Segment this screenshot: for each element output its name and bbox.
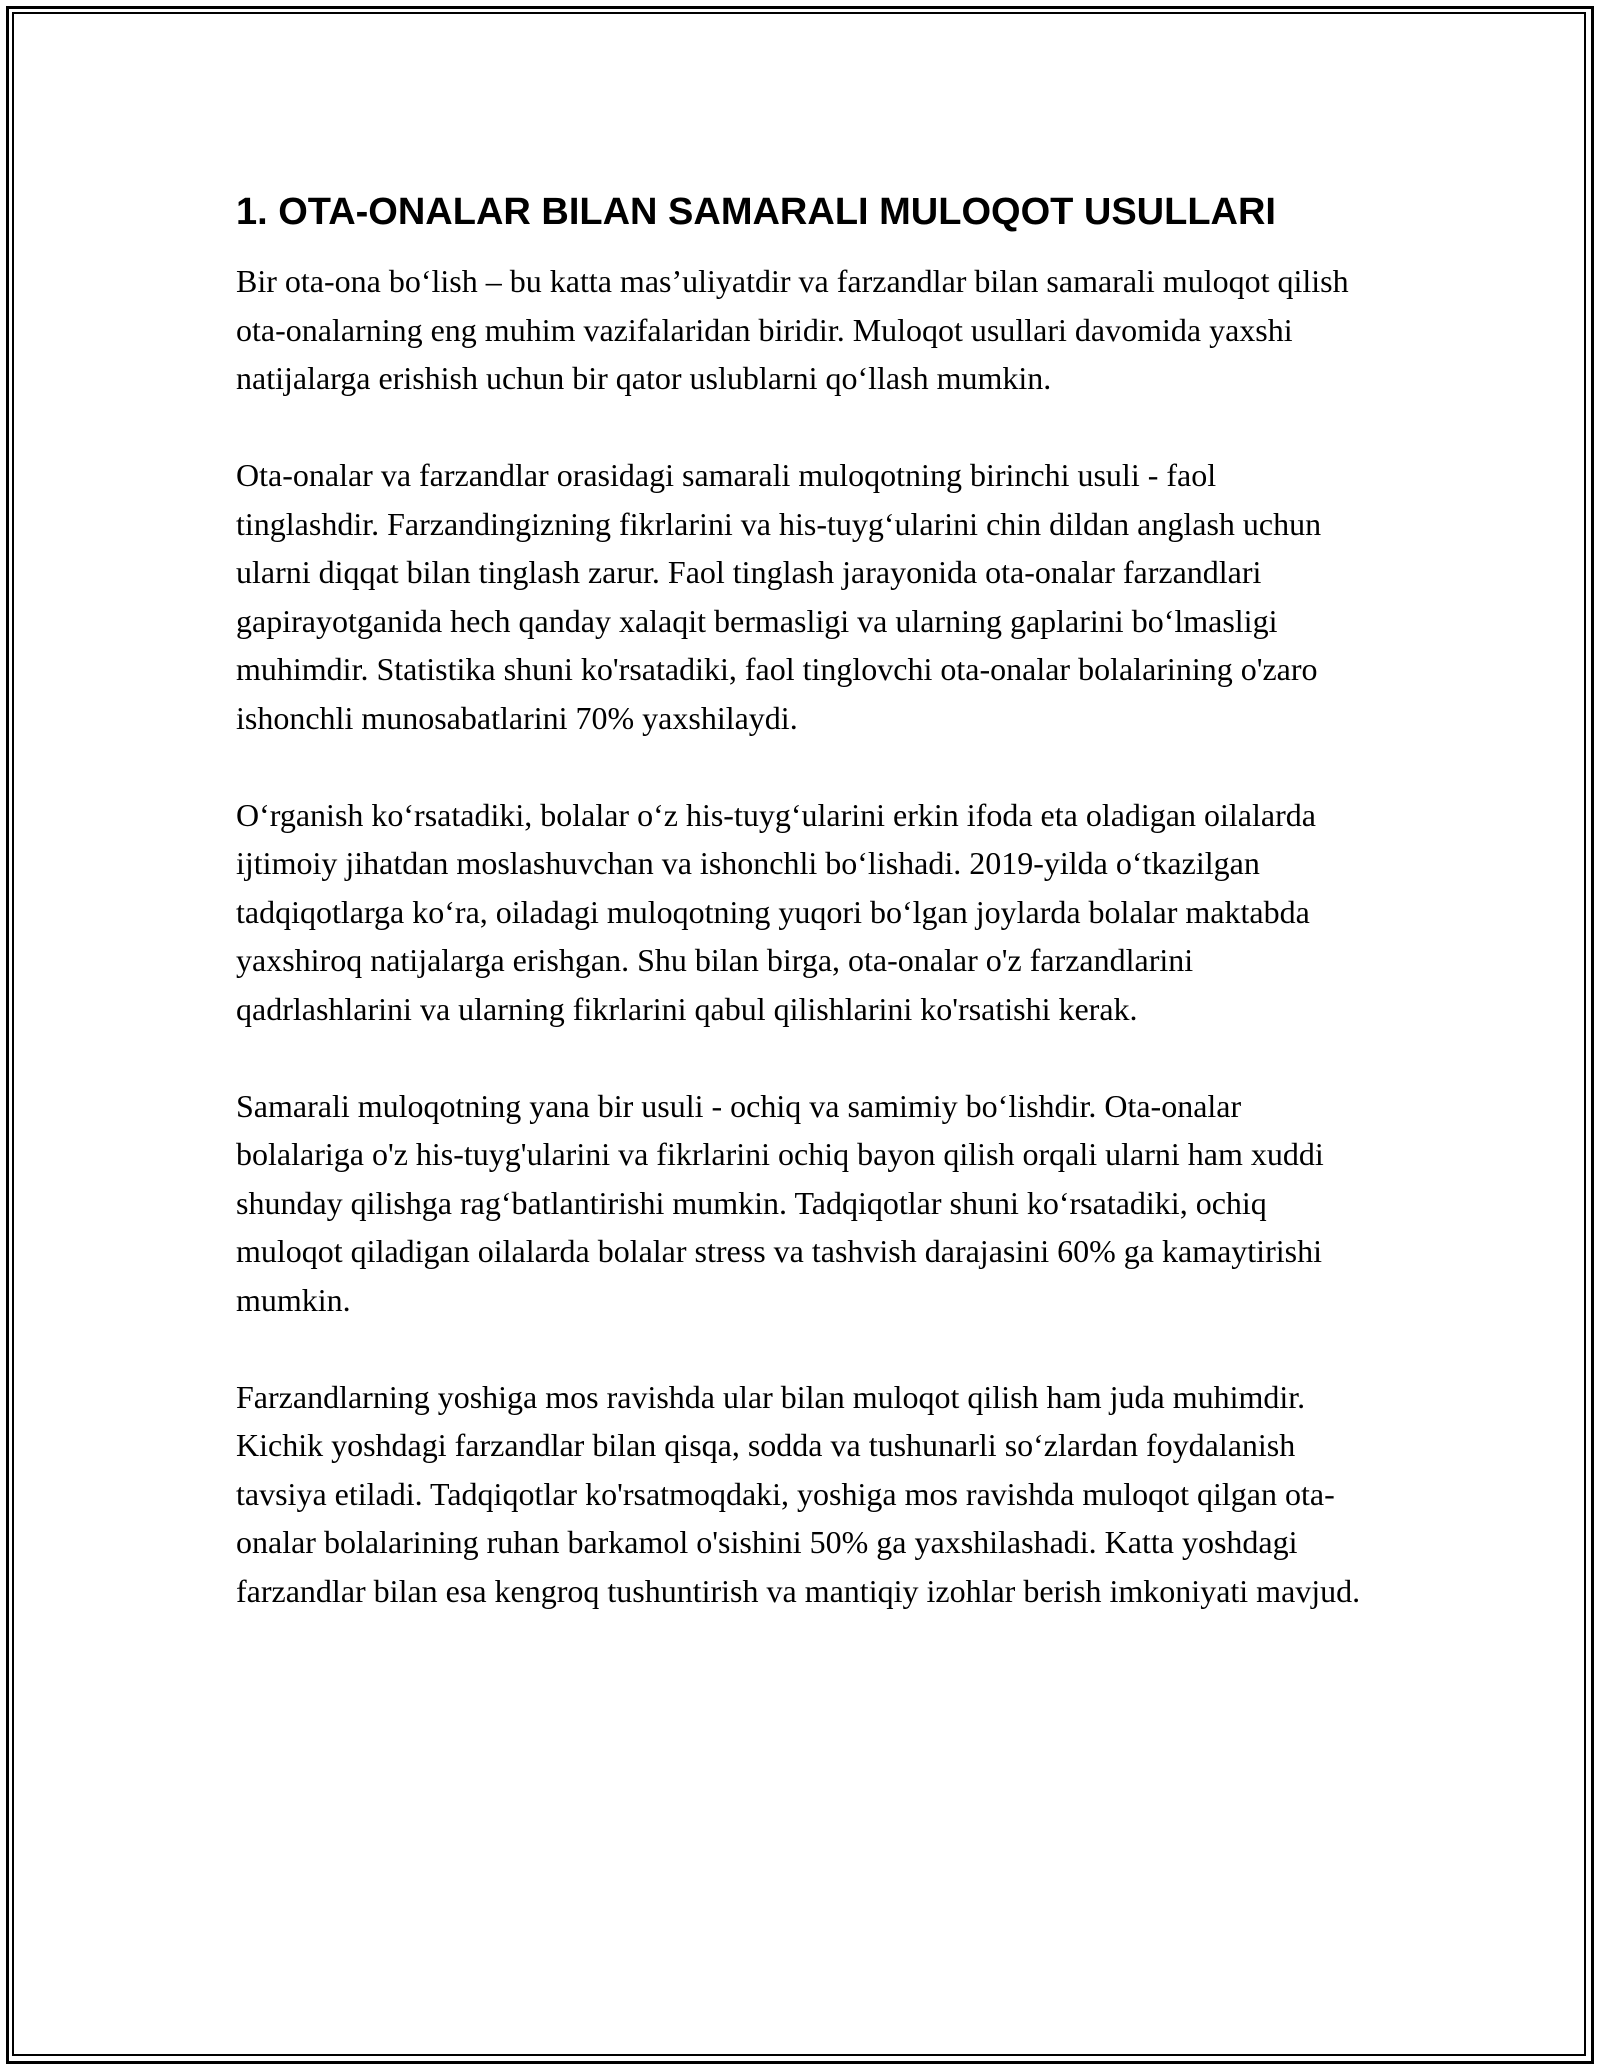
document-body bbox=[236, 186, 1366, 1664]
section-heading: 1. OTA-ONALAR BILAN SAMARALI MULOQOT USULLARI bbox=[236, 191, 1276, 233]
paragraph-openness: Samarali muloqotning yana bir usuli - ochiq va samimiy bo‘lishdir. Ota-onalar bolalariga o'z his-tuyg'ularini va fikrlarini ochiq bayon qilish orqali ularni ham xuddi shunday qilishga rag‘batlantirishi mumkin. Tadqiqotlar shuni ko‘rsatadiki, ochiq muloqot qiladigan oilalarda bolalar stress va tashvish darajasini 60% ga kamaytirishi mumkin. bbox=[236, 1087, 1324, 1318]
paragraph-active-listening: Ota-onalar va farzandlar orasidagi samarali muloqotning birinchi usuli - faol tinglashdir. Farzandingizning fikrlarini va his-tuyg‘ularini chin dildan anglash uchun ularni diqqat bilan tinglash zarur. Faol tinglash jarayonida ota-onalar farzandlari gapirayotganida hech qanday xalaqit bermasligi va ularning gaplarini bo‘lmasligi muhimdir. Statistika shuni ko'rsatadiki, faol tinglovchi ota-onalar bolalarining o'zaro ishonchli munosabatlarini 70% yaxshilaydi. bbox=[236, 457, 1322, 736]
paragraph-research-2019: O‘rganish ko‘rsatadiki, bolalar o‘z his-tuyg‘ularini erkin ifoda eta oladigan oilalarda ijtimoiy jihatdan moslashuvchan va ishonchli bo‘lishadi. 2019-yilda o‘tkazilgan tadqiqotlarga ko‘ra, oiladagi muloqotning yuqori bo‘lgan joylarda bolalar maktabda yaxshiroq natijalarga erishgan. Shu bilan birga, ota-onalar o'z farzandlarini qadrlashlarini va ularning fikrlarini qabul qilishlarini ko'rsatishi kerak. bbox=[236, 796, 1316, 1027]
paragraph-intro: Bir ota-ona bo‘lish – bu katta mas’uliyatdir va farzandlar bilan samarali muloqot qilish ota-onalarning eng muhim vazifalaridan biridir. Muloqot usullari davomida yaxshi natijalarga erishish uchun bir qator uslublarni qo‘llash mumkin. bbox=[236, 263, 1349, 396]
paragraph-age-appropriate: Farzandlarning yoshiga mos ravishda ular bilan muloqot qilish ham juda muhimdir. Kichik yoshdagi farzandlar bilan qisqa, sodda va tushunarli so‘zlardan foydalanish tavsiya etiladi. Tadqiqotlar ko'rsatmoqdaki, yoshiga mos ravishda muloqot qilgan ota-onalar bolalarining ruhan barkamol o'sishini 50% ga yaxshilashadi. Katta yoshdagi farzandlar bilan esa kengroq tushuntirish va mantiqiy izohlar berish imkoniyati mavjud. bbox=[236, 1378, 1361, 1609]
